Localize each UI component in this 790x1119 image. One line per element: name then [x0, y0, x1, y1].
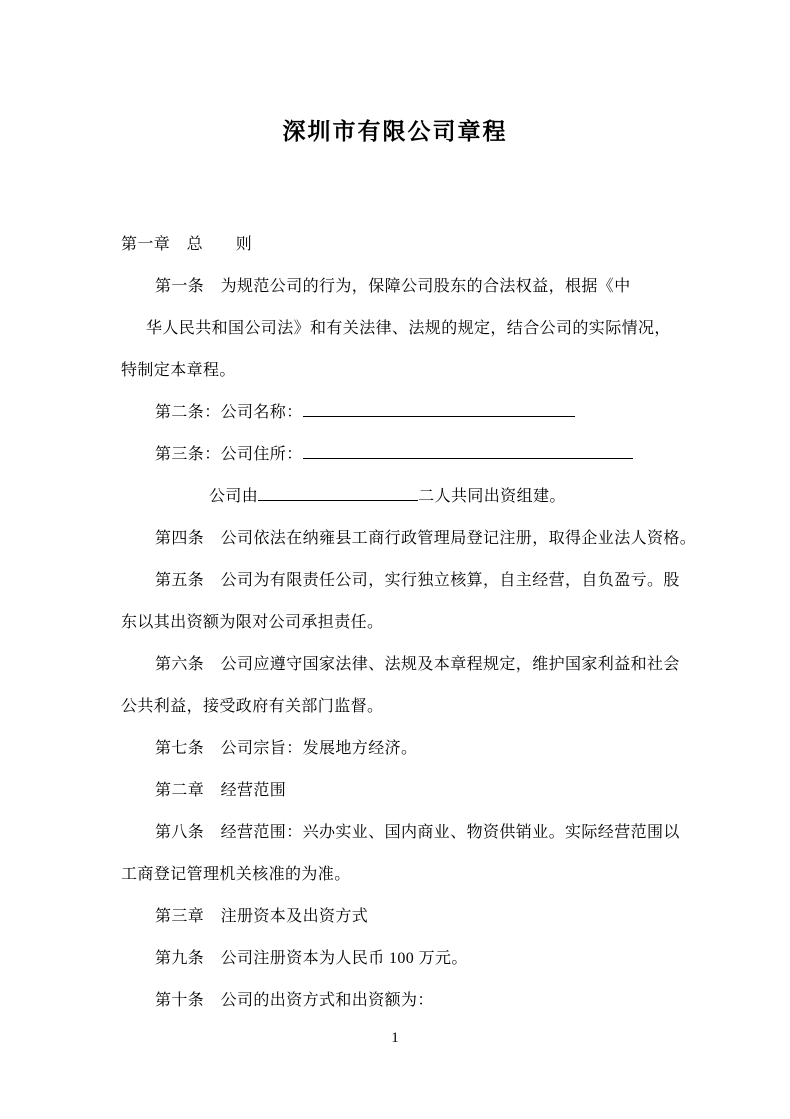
document-line [121, 308, 680, 350]
document-line [121, 602, 680, 644]
page-number: 1 [391, 1030, 399, 1046]
document-line [121, 392, 680, 434]
blank-underline [258, 483, 418, 501]
blank-underline [303, 399, 575, 417]
line-text: 第八条 经营范围：兴办实业、国内商业、物资供销业。实际经营范围以 [155, 824, 680, 841]
document-line [121, 518, 697, 560]
line-text: 第一章 总 则 [121, 236, 253, 253]
line-text: 二人共同出资组建。 [418, 488, 566, 505]
line-text: 公共利益，接受政府有关部门监督。 [121, 698, 384, 715]
line-text: 第二章 经营范围 [155, 782, 287, 799]
document-line [121, 812, 680, 854]
line-text: 第二条：公司名称： [155, 404, 303, 421]
document-line [121, 560, 680, 602]
document-title: 深圳市有限公司章程 [282, 119, 508, 144]
line-text: 公司由 [209, 488, 259, 505]
document-line [121, 350, 680, 392]
document-line [121, 266, 680, 308]
line-text: 第四条 公司依法在纳雍县工商行政管理局登记注册，取得企业法人资格。 [155, 530, 697, 547]
document-line [121, 644, 680, 686]
document-line [121, 938, 680, 980]
document-line [121, 476, 680, 518]
line-text: 第九条 公司注册资本为人民币 100 万元。 [155, 950, 468, 967]
line-text: 第十条 公司的出资方式和出资额为： [155, 992, 434, 1009]
line-text: 第五条 公司为有限责任公司，实行独立核算，自主经营，自负盈亏。股 [155, 572, 680, 589]
line-text: 第三章 注册资本及出资方式 [155, 908, 369, 925]
document-line [121, 434, 680, 476]
document-line [121, 770, 680, 812]
document-line [121, 896, 680, 938]
line-text: 第七条 公司宗旨：发展地方经济。 [155, 740, 418, 757]
document-line [121, 224, 680, 266]
line-text: 第六条 公司应遵守国家法律、法规及本章程规定，维护国家利益和社会 [155, 656, 680, 673]
line-text: 工商登记管理机关核准的为准。 [121, 866, 351, 883]
document-line [121, 728, 680, 770]
document-body [121, 148, 697, 1022]
line-text: 第三条：公司住所： [155, 446, 303, 463]
line-text: 第一条 为规范公司的行为，保障公司股东的合法权益，根据《中 [155, 278, 631, 295]
line-text: 特制定本章程。 [121, 362, 236, 379]
document-line [121, 686, 680, 728]
blank-underline [303, 441, 633, 459]
document-line [121, 854, 680, 896]
document-line [121, 980, 680, 1022]
line-text: 华人民共和国公司法》和有关法律、法规的规定，结合公司的实际情况， [146, 320, 671, 337]
line-text: 东以其出资额为限对公司承担责任。 [121, 614, 384, 631]
